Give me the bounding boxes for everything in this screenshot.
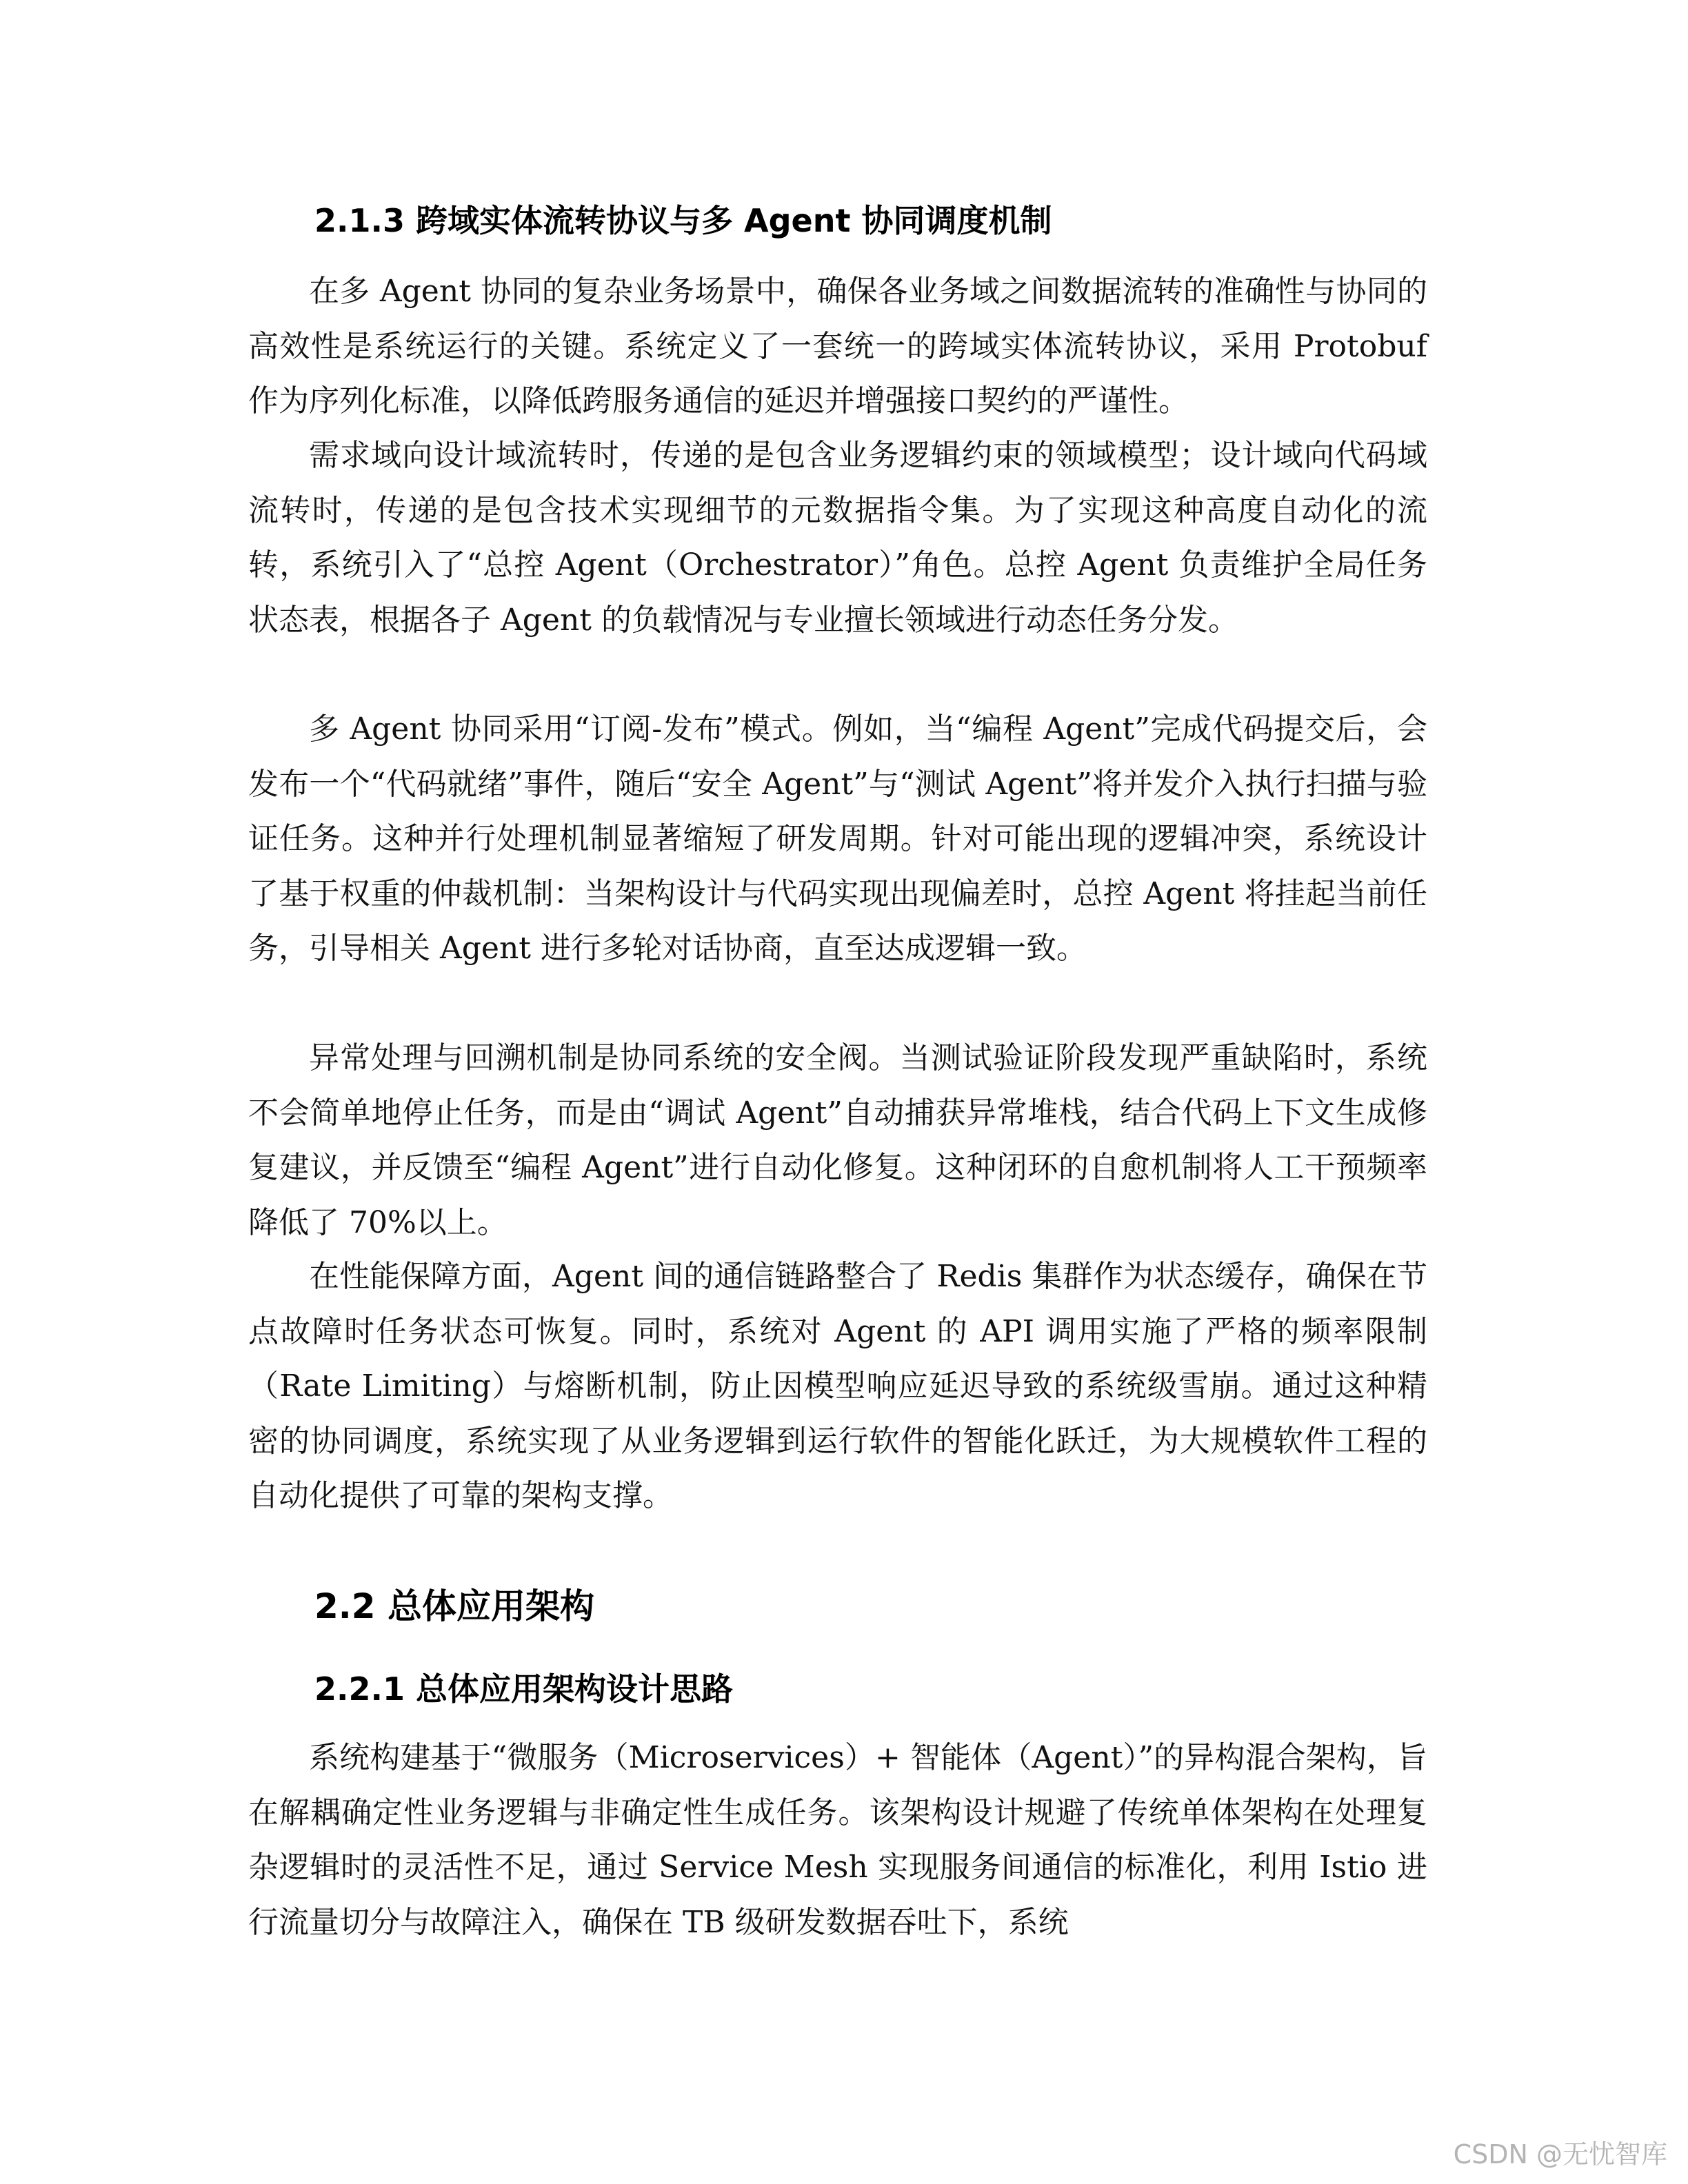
paragraph-cross-domain-protocol: 在多 Agent 协同的复杂业务场景中，确保各业务域之间数据流转的准确性与协同的高效性是系统运行的关键。系统定义了一套统一的跨域实体流转协议，采用 Protobuf 作为序列化标准，以降低跨服务通信的延迟并增强接口契约的严谨性。 [248, 274, 1427, 418]
paragraph-performance-guarantee: 在性能保障方面，Agent 间的通信链路整合了 Redis 集群作为状态缓存，确保在节点故障时任务状态可恢复。同时，系统对 Agent 的 API 调用实施了严格的频率限制（Rate Limiting）与熔断机制，防止因模型响应延迟导致的系统级雪崩。通过这种精密的协同调度，系统实现了从业务逻辑到运行软件的智能化跃迁，为大规模软件工程的自动化提供了可靠的架构支撑。 [248, 1259, 1427, 1513]
section-heading-2-2: 2.2 总体应用架构 [314, 1586, 594, 1626]
paragraph-architecture-approach: 系统构建基于“微服务（Microservices）+ 智能体（Agent）”的异构混合架构，旨在解耦确定性业务逻辑与非确定性生成任务。该架构设计规避了传统单体架构在处理复杂逻辑时的灵活性不足，通过 Service Mesh 实现服务间通信的标准化，利用 Istio 进行流量切分与故障注入，确保在 TB 级研发数据吞吐下，系统 [248, 1740, 1427, 1940]
paragraph-exception-handling: 异常处理与回溯机制是协同系统的安全阀。当测试验证阶段发现严重缺陷时，系统不会简单地停止任务，而是由“调试 Agent”自动捕获异常堆栈，结合代码上下文生成修复建议，并反馈至“编程 Agent”进行自动化修复。这种闭环的自愈机制将人工干预频率降低了 70%以上。 [248, 1040, 1427, 1240]
section-heading-2-1-3: 2.1.3 跨域实体流转协议与多 Agent 协同调度机制 [314, 202, 1052, 239]
paragraph-pub-sub-mode: 多 Agent 协同采用“订阅-发布”模式。例如，当“编程 Agent”完成代码提交后，会发布一个“代码就绪”事件，随后“安全 Agent”与“测试 Agent”将并发介入执行扫描与验证任务。这种并行处理机制显著缩短了研发周期。针对可能出现的逻辑冲突，系统设计了基于权重的仲裁机制：当架构设计与代码实现出现偏差时，总控 Agent 将挂起当前任务，引导相关 Agent 进行多轮对话协商，直至达成逻辑一致。 [248, 711, 1427, 966]
csdn-watermark: CSDN @无忧智库 [1453, 2139, 1667, 2170]
section-heading-2-2-1: 2.2.1 总体应用架构设计思路 [314, 1670, 733, 1708]
paragraph-orchestrator-role: 需求域向设计域流转时，传递的是包含业务逻辑约束的领域模型；设计域向代码域流转时，传递的是包含技术实现细节的元数据指令集。为了实现这种高度自动化的流转，系统引入了“总控 Agent（Orchestrator）”角色。总控 Agent 负责维护全局任务状态表，根据各子 Agent 的负载情况与专业擅长领域进行动态任务分发。 [248, 438, 1427, 638]
